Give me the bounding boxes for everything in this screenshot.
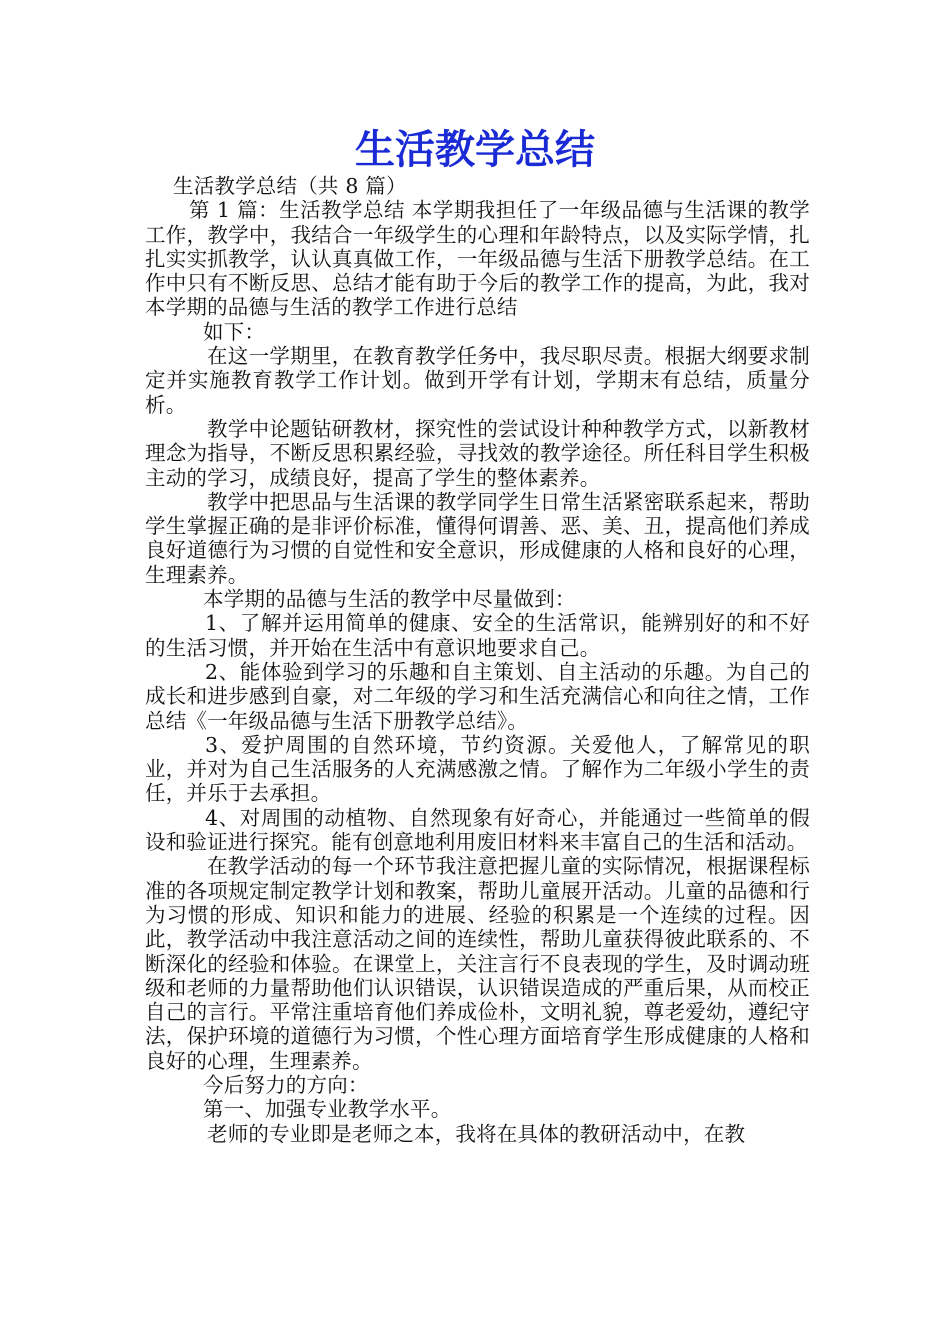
list-item-goal-1: 1、了解并运用简单的健康、安全的生活常识，能辨别好的和不好的生活习惯，并开始在生活中有意识地要求自己。 bbox=[145, 611, 810, 660]
paragraph-professional: 老师的专业即是老师之本，我将在具体的教研活动中，在教 bbox=[207, 1121, 746, 1146]
paragraph-intro: 第 1 篇：生活教学总结 本学期我担任了一年级品德与生活课的教学工作，教学中，我结合一年级学生的心理和年龄特点，以及实际学情，扎扎实实抓教学，认认真真做工作，一年级品德与生活下册教学总结。在工作中只有不断反思、总结才能有助于今后的教学工作的提高，为此，我对本学期的品德与生活的教学工作进行总结 bbox=[145, 198, 810, 320]
list-item-goal-3: 3、爱护周围的自然环境，节约资源。关爱他人，了解常见的职业，并对为自己生活服务的人充满感激之情。了解作为二年级小学生的责任，并乐于去承担。 bbox=[145, 732, 810, 806]
document-subtitle: 生活教学总结（共 8 篇） bbox=[173, 174, 407, 198]
paragraph-first-point: 第一、加强专业教学水平。 bbox=[203, 1097, 452, 1122]
list-item-goal-2: 2、能体验到学习的乐趣和自主策划、自主活动的乐趣。为自己的成长和进步感到自豪，对二年级的学习和生活充满信心和向往之情，工作总结《一年级品德与生活下册教学总结》。 bbox=[145, 659, 810, 733]
paragraph-materials: 教学中论题钻研教材，探究性的尝试设计种种教学方式，以新教材理念为指导，不断反思积累经验，寻找效的教学途径。所任科目学生积极主动的学习，成绩良好，提高了学生的整体素养。 bbox=[145, 416, 810, 490]
paragraph-goals-heading: 本学期的品德与生活的教学中尽量做到： bbox=[203, 587, 576, 612]
list-item-goal-4: 4、对周围的动植物、自然现象有好奇心，并能通过一些简单的假设和验证进行探究。能有创意地利用废旧材料来丰富自己的生活和活动。 bbox=[145, 805, 810, 855]
paragraph-daily-life: 教学中把思品与生活课的教学同学生日常生活紧密联系起来，帮助学生掌握正确的是非评价标准，懂得何谓善、恶、美、丑，提高他们养成良好道德行为习惯的自觉性和安全意识，形成健康的人格和良好的心理，生理素养。 bbox=[145, 489, 810, 587]
document-title: 生活教学总结 bbox=[355, 127, 595, 173]
paragraph-as-follows: 如下： bbox=[203, 319, 266, 344]
paragraph-future-heading: 今后努力的方向： bbox=[203, 1072, 369, 1097]
paragraph-duties: 在这一学期里，在教育教学任务中，我尽职尽责。根据大纲要求制定并实施教育教学工作计划。做到开学有计划，学期末有总结，质量分析。 bbox=[145, 344, 810, 417]
paragraph-activities: 在教学活动的每一个环节我注意把握儿童的实际情况，根据课程标准的各项规定制定教学计划和教案，帮助儿童展开活动。儿童的品德和行为习惯的形成、知识和能力的进展、经验的积累是一个连续的过程。因此，教学活动中我注意活动之间的连续性，帮助儿童获得彼此联系的、不断深化的经验和体验。在课堂上，关注言行不良表现的学生，及时调动班级和老师的力量帮助他们认识错误，认识错误造成的严重后果，从而校正自己的言行。平常注重培育他们养成俭朴，文明礼貌，尊老爱幼，遵纪守法，保护环境的道德行为习惯，个性心理方面培育学生形成健康的人格和良好的心理，生理素养。 bbox=[145, 854, 810, 1073]
document-body bbox=[145, 174, 810, 1146]
